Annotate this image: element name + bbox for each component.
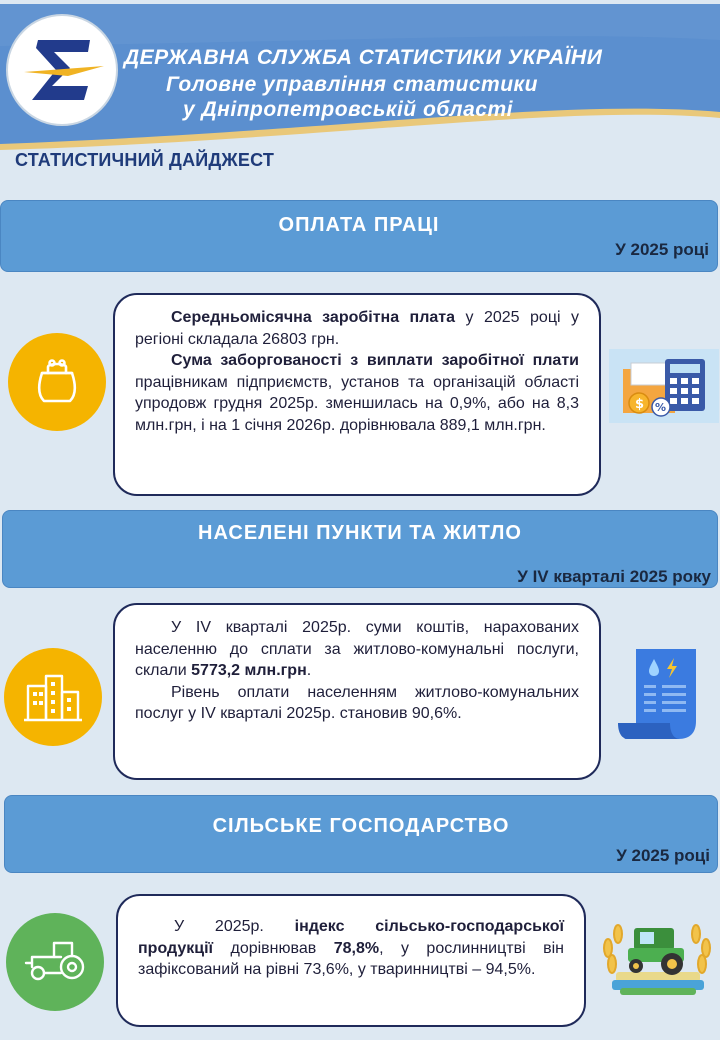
org-name: ДЕРЖАВНА СЛУЖБА СТАТИСТИКИ УКРАЇНИ (124, 46, 603, 69)
section-banner-agriculture (4, 795, 718, 873)
wage-arrears-label: Сума заборгованості з виплати заробітної плати (171, 352, 579, 369)
calculator-coins-illustration (609, 349, 719, 423)
tractor-wheat-illustration (598, 908, 716, 998)
wages-paragraph-2 (135, 350, 579, 436)
housing-paragraph-1 (135, 617, 579, 682)
wages-paragraph-1 (135, 307, 579, 350)
section-period: У 2025 році (615, 240, 709, 259)
payment-level-text: Рівень оплати населенням житлово-комунальних послуг у IV кварталі 2025р. становив 90,6%. (135, 683, 579, 722)
section-title: ОПЛАТА ПРАЦІ (278, 214, 440, 236)
utility-charges-value: 5773,2 млн.грн (191, 662, 307, 679)
utility-charges-text: У IV кварталі 2025р. суми коштів, нарахованих населенню до сплати за житлово-комунальні послуги, склали (135, 619, 579, 679)
section-period: У IV кварталі 2025 року (517, 567, 711, 586)
punctuation: . (306, 662, 312, 679)
org-region: у Дніпропетровській області (183, 98, 513, 121)
wage-arrears-text: працівникам підприємств, установ та організацій області упродовж грудня 2025р. зменшилась на 0,9%, або на 8,3 млн.грн, і на 1 січня 2026р. дорівнювала 889,1 млн.грн. (135, 373, 579, 434)
section-period: У 2025 році (616, 846, 710, 865)
sigma-logo-icon (8, 16, 116, 124)
utility-bill-illustration (614, 645, 704, 741)
agri-text-mid: дорівнював (213, 939, 334, 957)
agriculture-icon-circle (6, 913, 104, 1011)
wallet-icon (8, 333, 106, 431)
wages-icon-circle (8, 333, 106, 431)
agriculture-textbox (116, 894, 586, 1027)
agri-text-end: , у рослинництві він зафіксований на рівні 73,6%, у тваринництві – 94,5%. (138, 939, 564, 978)
housing-textbox (113, 603, 601, 780)
housing-paragraph-2 (135, 682, 579, 725)
org-department: Головне управління статистики (166, 73, 539, 96)
digest-title: СТАТИСТИЧНИЙ ДАЙДЖЕСТ (15, 150, 275, 170)
avg-salary-label: Середньомісячна заробітна плата (171, 309, 456, 326)
tractor-icon (6, 913, 104, 1011)
section-banner-housing (2, 510, 718, 588)
section-title: НАСЕЛЕНІ ПУНКТИ ТА ЖИТЛО (198, 522, 522, 544)
svg-text:%: % (655, 401, 667, 414)
agri-index-label: індекс сільсько-господарської продукції (138, 918, 564, 957)
logo (6, 14, 118, 126)
wages-textbox (113, 293, 601, 496)
agri-index-value: 78,8% (333, 939, 380, 957)
section-title: СІЛЬСЬКЕ ГОСПОДАРСТВО (212, 815, 510, 837)
housing-icon-circle (4, 648, 102, 746)
avg-salary-text: у 2025 році у регіоні складала 26803 грн. (135, 309, 580, 348)
agriculture-paragraph-1 (138, 916, 564, 981)
section-banner-wages (0, 200, 718, 272)
agri-text-start: У 2025р. (174, 918, 295, 935)
svg-text:$: $ (635, 397, 645, 412)
buildings-icon (4, 648, 102, 746)
header (0, 0, 720, 150)
